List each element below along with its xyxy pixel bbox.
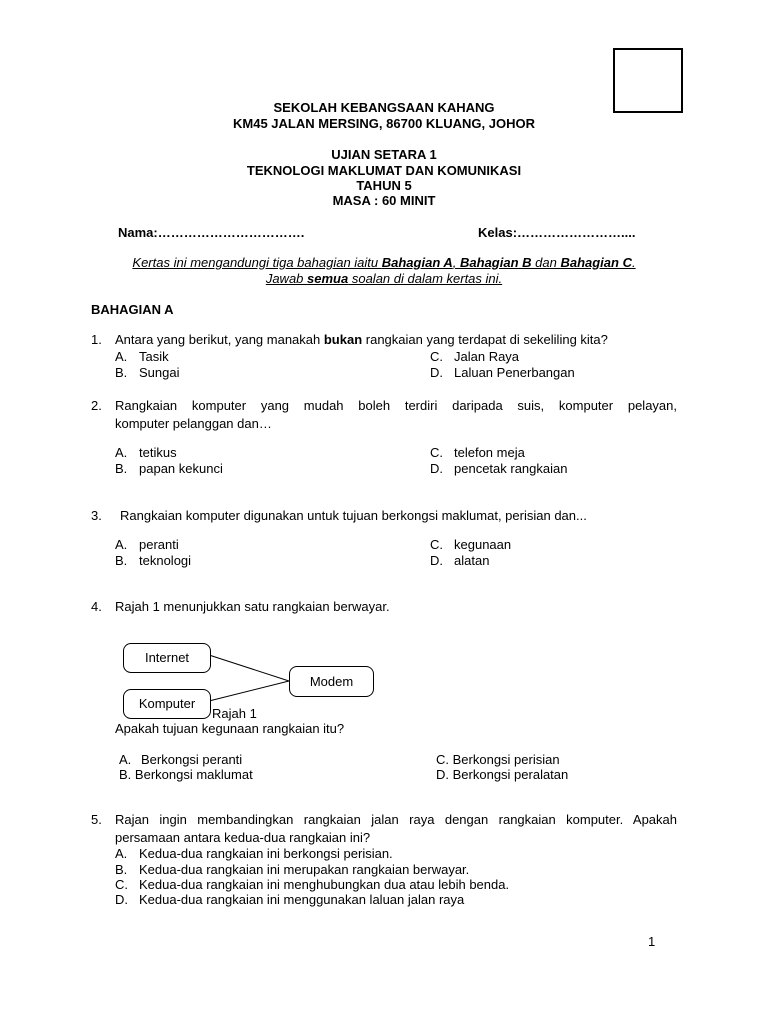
- answer-option[interactable]: A. tetikus: [115, 445, 177, 460]
- question-number: 1.: [91, 332, 102, 347]
- class-field-label: Kelas:……………………....: [478, 225, 636, 240]
- answer-option[interactable]: D. pencetak rangkaian: [430, 461, 568, 476]
- answer-option[interactable]: B. teknologi: [115, 553, 192, 568]
- answer-option[interactable]: A. Tasik: [115, 349, 169, 364]
- computer-node: Komputer: [123, 689, 211, 719]
- answer-option[interactable]: B. Berkongsi maklumat: [119, 767, 253, 782]
- modem-node: Modem: [289, 666, 374, 697]
- answer-option[interactable]: B. papan kekunci: [115, 461, 223, 476]
- answer-option[interactable]: B. Kedua-dua rangkaian ini merupakan rangkaian berwayar.: [115, 862, 470, 877]
- answer-option[interactable]: D. Kedua-dua rangkaian ini menggunakan laluan jalan raya: [115, 892, 465, 907]
- time-title: MASA : 60 MINIT: [332, 193, 436, 208]
- answer-option[interactable]: B. Sungai: [115, 365, 180, 380]
- answer-option[interactable]: A. peranti: [115, 537, 179, 552]
- question-text-line-2: persamaan antara kedua-dua rangkaian ini?: [115, 830, 371, 845]
- section-title: BAHAGIAN A: [91, 302, 174, 317]
- name-field-label: Nama:…………………………….: [118, 225, 305, 240]
- answer-option[interactable]: D. alatan: [430, 553, 490, 568]
- subject-title: TEKNOLOGI MAKLUMAT DAN KOMUNIKASI: [246, 163, 522, 178]
- answer-option[interactable]: C. kegunaan: [430, 537, 512, 552]
- question-text: Antara yang berikut, yang manakah bukan rangkaian yang terdapat di sekeliling kita?: [115, 332, 608, 347]
- question-text: Rangkaian komputer digunakan untuk tujuan berkongsi maklumat, perisian dan...: [120, 508, 587, 523]
- instructions-line-2: Jawab semua soalan di dalam kertas ini.: [265, 271, 503, 286]
- question-number: 3.: [91, 508, 102, 523]
- answer-option[interactable]: A. Kedua-dua rangkaian ini berkongsi perisian.: [115, 846, 393, 861]
- answer-option[interactable]: C. Kedua-dua rangkaian ini menghubungkan dua atau lebih benda.: [115, 877, 510, 892]
- answer-option[interactable]: C. Berkongsi perisian: [436, 752, 560, 767]
- answer-option[interactable]: D. Laluan Penerbangan: [430, 365, 575, 380]
- question-number: 4.: [91, 599, 102, 614]
- diagram-caption: Rajah 1: [212, 706, 257, 721]
- question-text: Rajah 1 menunjukkan satu rangkaian berwayar.: [115, 599, 390, 614]
- answer-option[interactable]: C. Jalan Raya: [430, 349, 520, 364]
- internet-node: Internet: [123, 643, 211, 673]
- answer-option[interactable]: A. Berkongsi peranti: [119, 752, 243, 767]
- answer-option[interactable]: C. telefon meja: [430, 445, 525, 460]
- instructions-line-1: Kertas ini mengandungi tiga bahagian iaitu Bahagian A, Bahagian B dan Bahagian C.: [132, 255, 636, 270]
- school-name: SEKOLAH KEBANGSAAN KAHANG: [273, 100, 495, 115]
- question-subtext: Apakah tujuan kegunaan rangkaian itu?: [115, 721, 345, 736]
- question-number: 2.: [91, 398, 102, 413]
- year-title: TAHUN 5: [356, 178, 412, 193]
- question-text-line-1: Rajan ingin membandingkan rangkaian jalan raya dengan rangkaian komputer. Apakah: [115, 812, 677, 827]
- question-text-line-1: Rangkaian komputer yang mudah boleh terdiri daripada suis, komputer pelayan,: [115, 398, 677, 413]
- answer-option[interactable]: D. Berkongsi peralatan: [436, 767, 569, 782]
- page-number: 1: [648, 934, 656, 949]
- school-address: KM45 JALAN MERSING, 86700 KLUANG, JOHOR: [233, 116, 535, 131]
- exam-title: UJIAN SETARA 1: [331, 147, 437, 162]
- question-number: 5.: [91, 812, 102, 827]
- question-text-line-2: komputer pelanggan dan…: [115, 416, 272, 431]
